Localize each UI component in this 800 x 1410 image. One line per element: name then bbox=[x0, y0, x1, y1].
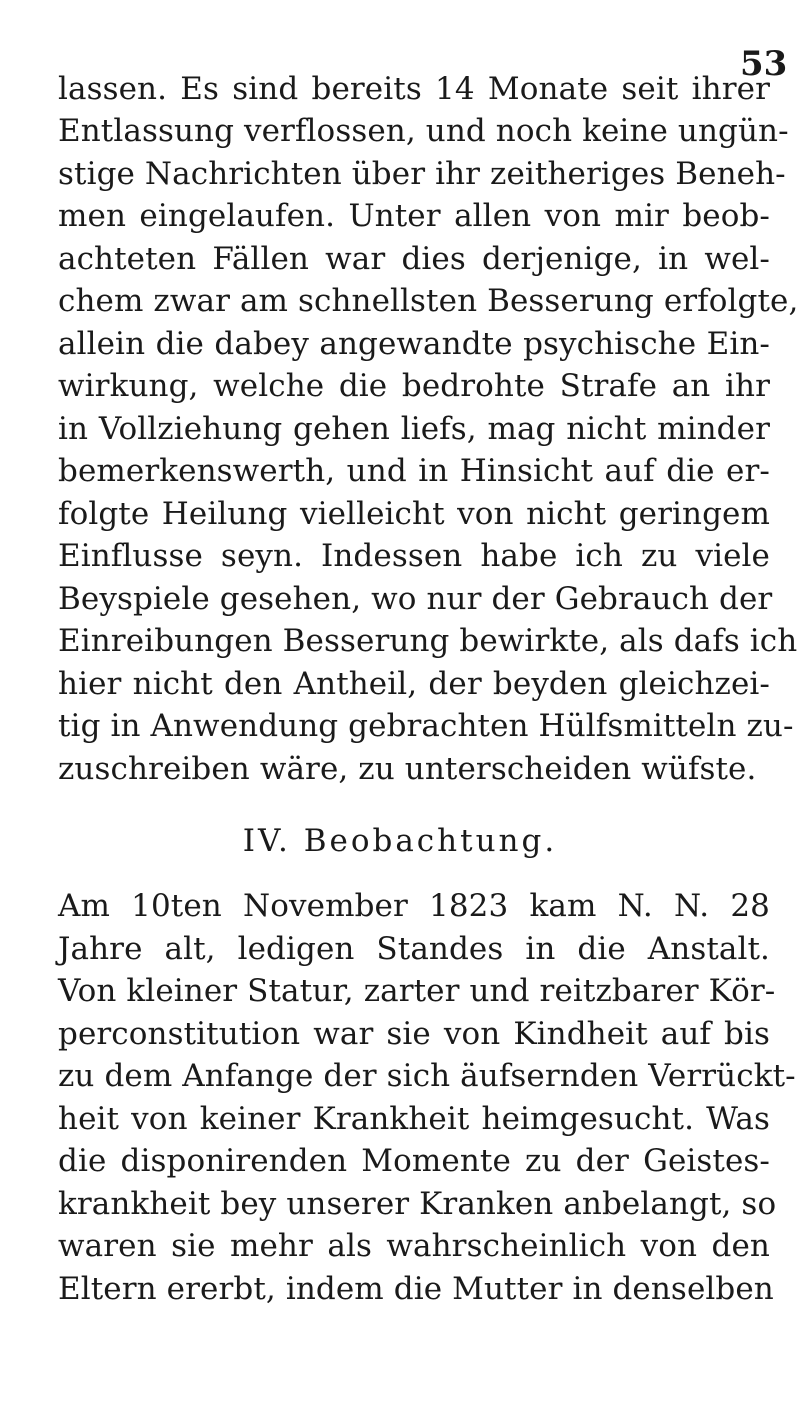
text-line: stige Nachrichten über ihr zeitheriges Beneh- bbox=[58, 156, 786, 192]
page-number: 53 bbox=[740, 44, 788, 84]
text-line: in Vollziehung gehen liefs, mag nicht minder bbox=[58, 411, 770, 447]
text-line: zu dem Anfange der sich äufsernden Verrückt- bbox=[58, 1058, 796, 1094]
text-line: waren sie mehr als wahrscheinlich von den bbox=[58, 1228, 770, 1264]
text-line: bemerkenswerth, und in Hinsicht auf die er- bbox=[58, 453, 770, 489]
text-line: Eltern ererbt, indem die Mutter in denselben bbox=[58, 1271, 774, 1307]
text-line: achteten Fällen war dies derjenige, in wel- bbox=[58, 241, 770, 277]
text-line: men eingelaufen. Unter allen von mir beob- bbox=[58, 198, 770, 234]
text-line: folgte Heilung vielleicht von nicht geringem bbox=[58, 496, 770, 532]
text-line: chem zwar am schnellsten Besserung erfolgte, bbox=[58, 283, 799, 319]
text-line: Am 10ten November 1823 kam N. N. 28 bbox=[58, 888, 770, 924]
text-line: krankheit bey unserer Kranken anbelangt, so bbox=[58, 1186, 777, 1222]
text-line: Von kleiner Statur, zarter und reitzbarer Kör- bbox=[58, 973, 776, 1009]
text-line: perconstitution war sie von Kindheit auf bis bbox=[58, 1016, 770, 1052]
text-line: zuschreiben wäre, zu unterscheiden wüfste. bbox=[58, 751, 757, 787]
text-line: Entlassung verflossen, und noch keine ungün- bbox=[58, 113, 789, 149]
text-line: tig in Anwendung gebrachten Hülfsmitteln zu- bbox=[58, 708, 794, 744]
text-line: Jahre alt, ledigen Standes in die Anstalt. bbox=[58, 931, 770, 967]
text-line: heit von keiner Krankheit heimgesucht. Was bbox=[58, 1101, 770, 1137]
text-line: wirkung, welche die bedrohte Strafe an ihr bbox=[58, 368, 770, 404]
section-heading: IV. Beobachtung. bbox=[242, 823, 558, 859]
text-line: Beyspiele gesehen, wo nur der Gebrauch der bbox=[58, 581, 773, 617]
text-line: Einreibungen Besserung bewirkte, als dafs ich bbox=[58, 623, 798, 659]
text-line: lassen. Es sind bereits 14 Monate seit ihrer bbox=[58, 71, 770, 107]
text-line: die disponirenden Momente zu der Geistes- bbox=[58, 1143, 770, 1179]
text-line: hier nicht den Antheil, der beyden gleichzei- bbox=[58, 666, 770, 702]
text-line: Einflusse seyn. Indessen habe ich zu viele bbox=[58, 538, 770, 574]
text-line: allein die dabey angewandte psychische Ein- bbox=[58, 326, 770, 362]
